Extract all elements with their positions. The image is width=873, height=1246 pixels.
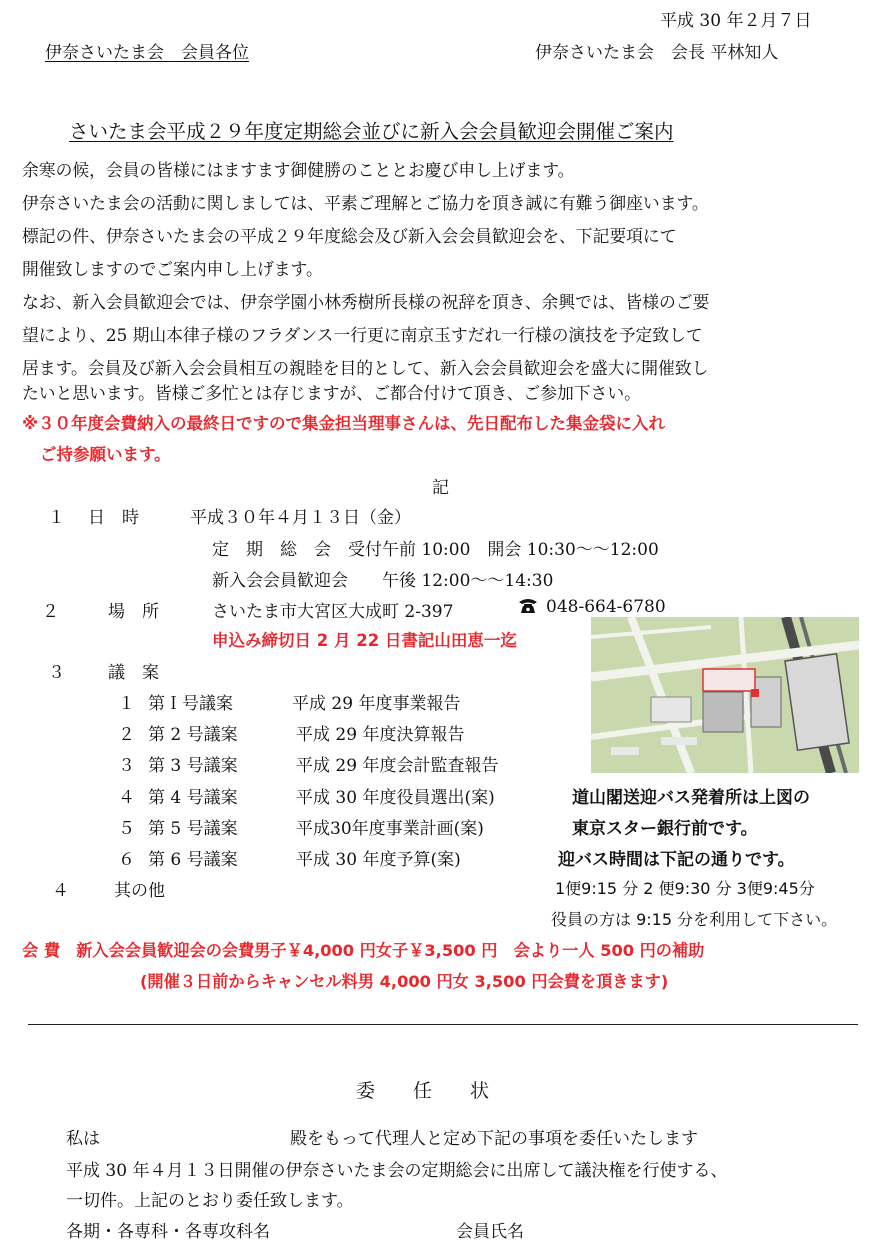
item-number: ４	[52, 881, 69, 901]
document-title: さいたま会平成２９年度定期総会並びに新入会会員歓迎会開催ご案内	[69, 120, 674, 143]
proxy-line: 私は	[66, 1129, 100, 1149]
agenda-desc: 平成30年度事業計画(案)	[296, 819, 484, 839]
body-line: たいと思います。皆様ご多忙とは存じますが、ご都合付けて頂き、ご参加下さい。	[22, 383, 641, 403]
agenda-number: ３	[118, 756, 135, 776]
telephone-icon	[518, 596, 538, 619]
proxy-name-field: 会員氏名	[456, 1222, 524, 1242]
agenda-desc: 平成 30 年度役員選出(案)	[296, 788, 495, 808]
bus-info-line: 道山閣送迎バス発着所は上図の	[572, 788, 810, 808]
proxy-line: 一切件。上記のとおり委任致します。	[66, 1191, 354, 1211]
item-label-place: 場 所	[108, 602, 159, 622]
meeting-time: 定 期 総 会 受付午前 10:00 開会 10:30～～12:00	[212, 540, 659, 560]
agenda-name: 第 4 号議案	[148, 788, 238, 808]
item-number: ３	[48, 663, 65, 683]
bus-info-line: 迎バス時間は下記の通りです。	[558, 850, 795, 870]
agenda-name: 第Ｉ号議案	[148, 694, 233, 714]
bus-times: 1便9:15 分 2 便9:30 分 3便9:45分	[555, 879, 815, 898]
event-date: 平成３０年４月１３日（金）	[190, 508, 411, 528]
proxy-dept-field: 各期・各専科・各専攻科名	[66, 1222, 270, 1242]
venue-phone: 048-664-6780	[546, 597, 666, 617]
welcome-time: 新入会会員歓迎会 午後 12:00～～14:30	[212, 571, 554, 591]
fee-line: 会 費 新入会会員歓迎会の会費男子￥4,000 円女子￥3,500 円 会より一人 500 円の補助	[22, 941, 705, 960]
agenda-number: ２	[118, 725, 135, 745]
body-line: 望により、25 期山本律子様のフラダンス一行更に南京玉すだれ一行様の演技を予定致して	[22, 325, 703, 345]
body-line: 伊奈さいたま会の活動に関しましては、平素ご理解とご協力を頂き誠に有難う御座います。	[22, 193, 709, 213]
venue-map	[591, 617, 859, 773]
item-number: １	[48, 508, 65, 528]
fee-notice-line: ※３０年度会費納入の最終日ですので集金担当理事さんは、先日配布した集金袋に入れ	[22, 414, 666, 433]
item-label-datetime: 日 時	[88, 508, 139, 528]
agenda-desc: 平成 29 年度決算報告	[296, 725, 465, 745]
body-line: 開催致しますのでご案内申し上げます。	[22, 259, 323, 279]
ki-heading: 記	[432, 478, 449, 498]
agenda-desc: 平成 29 年度事業報告	[292, 694, 461, 714]
body-line: なお、新入会員歓迎会では、伊奈学園小林秀樹所長様の祝辞を頂き、余興では、皆様のご要	[22, 292, 710, 312]
item-number: ２	[42, 602, 59, 622]
proxy-line: 殿をもって代理人と定め下記の事項を委任いたします	[290, 1129, 698, 1149]
agenda-name: 第 6 号議案	[148, 850, 238, 870]
agenda-desc: 平成 29 年度会計監査報告	[296, 756, 499, 776]
body-line: 余寒の候，会員の皆様にはますます御健勝のこととお慶び申し上げます。	[22, 160, 575, 180]
agenda-desc: 平成 30 年度予算(案)	[296, 850, 461, 870]
agenda-name: 第 2 号議案	[148, 725, 238, 745]
sender-line: 伊奈さいたま会 会長 平林知人	[535, 43, 779, 63]
body-line: 居ます。会員及び新入会会員相互の親睦を目的として、新入会会員歓迎会を盛大に開催致し	[22, 358, 709, 378]
agenda-number: ４	[118, 788, 135, 808]
agenda-number: ６	[118, 850, 135, 870]
recipient-line: 伊奈さいたま会 会員各位	[45, 43, 249, 63]
cancellation-line: (開催３日前からキャンセル料男 4,000 円女 3,500 円会費を頂きます)	[140, 972, 669, 991]
venue-address: さいたま市大宮区大成町 2-397	[212, 602, 454, 622]
agenda-number: １	[118, 694, 135, 714]
item-label-agenda: 議 案	[108, 663, 159, 683]
document-date: 平成 30 年２月７日	[660, 11, 812, 31]
bus-info-line: 東京スター銀行前です。	[572, 819, 758, 839]
proxy-line: 平成 30 年４月１３日開催の伊奈さいたま会の定期総会に出席して議決権を行使する、	[66, 1161, 728, 1181]
divider-line	[28, 1024, 858, 1025]
item-label-other: 其の他	[114, 881, 165, 901]
proxy-title: 委 任 状	[356, 1080, 490, 1102]
agenda-name: 第 3 号議案	[148, 756, 238, 776]
agenda-name: 第 5 号議案	[148, 819, 238, 839]
agenda-number: ５	[118, 819, 135, 839]
body-line: 標記の件、伊奈さいたま会の平成２９年度総会及び新入会会員歓迎会を、下記要項にて	[22, 226, 677, 246]
deadline-notice: 申込み締切日 2 月 22 日書記山田恵一迄	[212, 631, 517, 650]
fee-notice-line: ご持参願います。	[40, 445, 171, 464]
officers-bus-note: 役員の方は 9:15 分を利用して下さい。	[551, 910, 838, 929]
